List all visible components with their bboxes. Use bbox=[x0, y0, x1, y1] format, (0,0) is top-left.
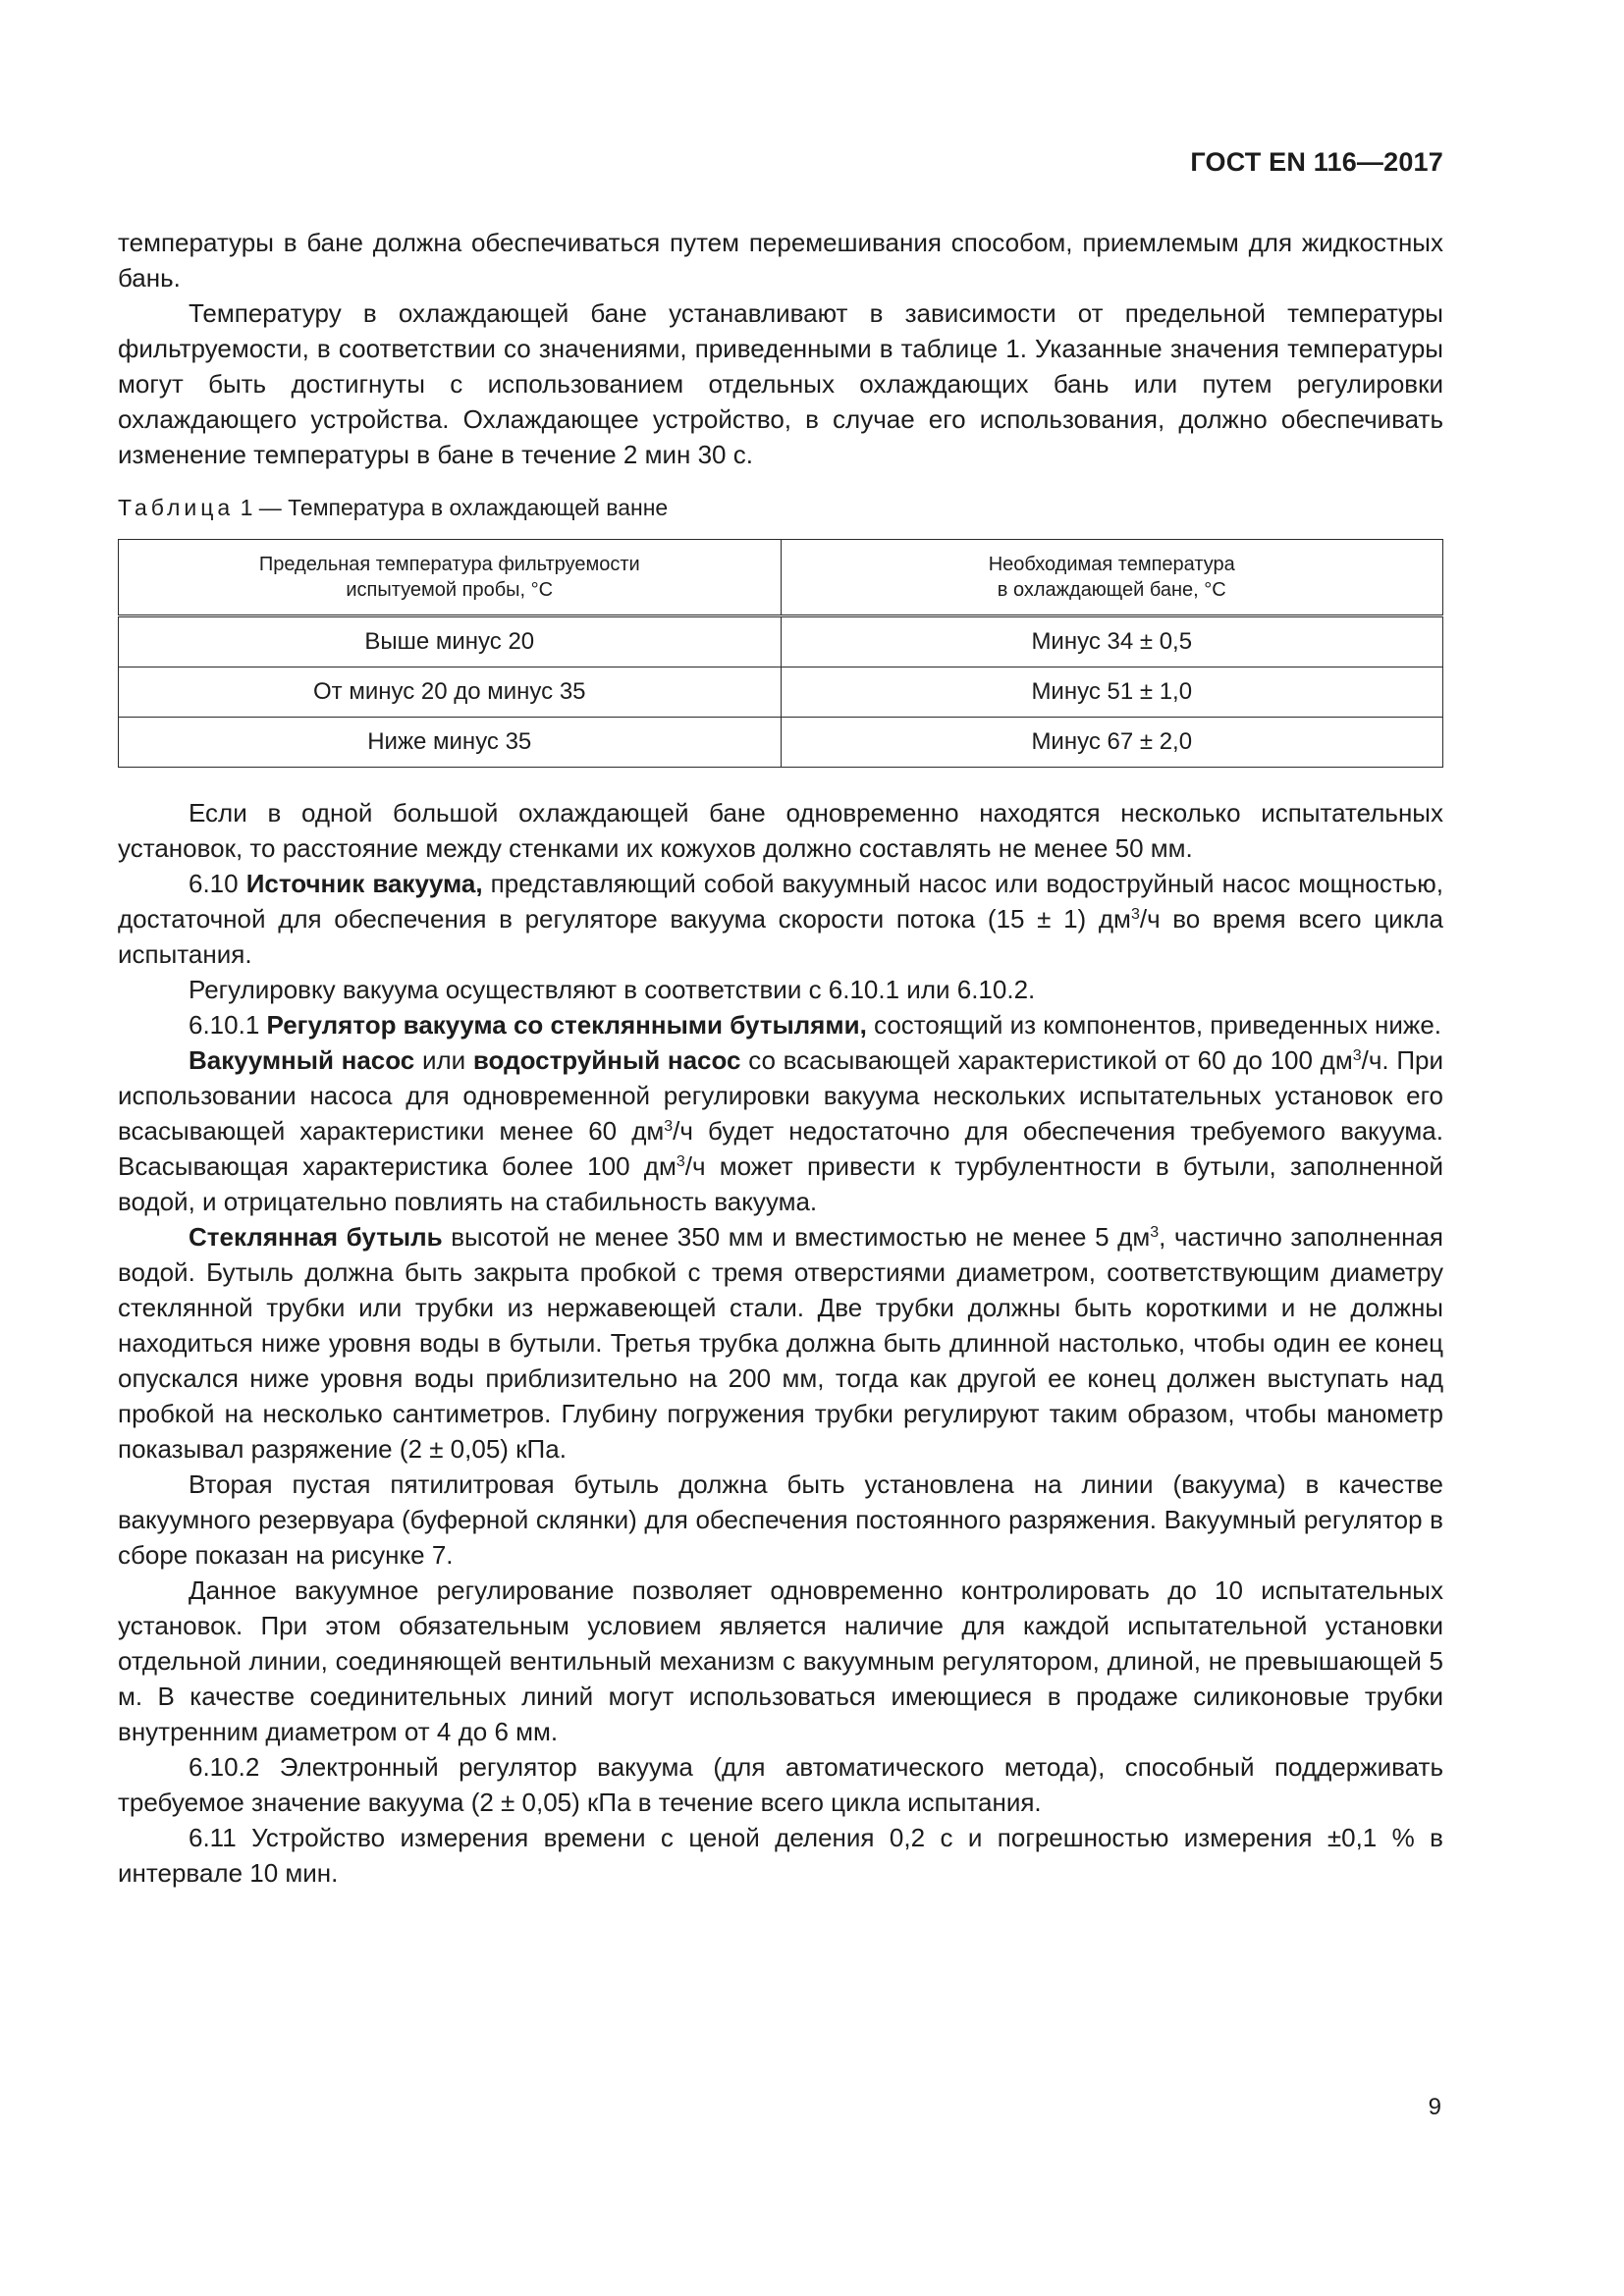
table-caption bbox=[118, 490, 1443, 525]
paragraph-vacuum-control-units: Данное вакуумное регулирование позволяет одновременно контролировать до 10 испытательных установок. При этом обязательным условием является наличие для каждой испытательной установки отдельной линии, соединяющей вентильный механизм с вакуумным регулятором, длиной, не превышающей 5 м. В качестве соединительных линий могут использоваться имеющиеся в продаже силиконовые трубки внутренним диаметром от 4 до 6 мм. bbox=[118, 1575, 1443, 1746]
table-header-bath-temp bbox=[781, 540, 1443, 616]
superscript: 3 bbox=[664, 1118, 674, 1135]
table-cell: Выше минус 20 bbox=[119, 616, 782, 667]
text-run: /ч. При использовании насоса для одновременной регулировки вакуума нескольких испытательных установок его всасывающей характеристики менее 60 дм bbox=[118, 1045, 1443, 1146]
text-run: /ч может привести к турбулентности в бутыли, заполненной водой, и отрицательно повлиять на стабильность вакуума. bbox=[118, 1151, 1443, 1216]
term-vacuum-pump: Вакуумный насос bbox=[189, 1045, 415, 1075]
clause-number: 6.10.1 bbox=[189, 1010, 267, 1040]
paragraph-timing-device: 6.11 Устройство измерения времени с ценой деления 0,2 с и погрешностью измерения ±0,1 % в интервале 10 мин. bbox=[118, 1823, 1443, 1888]
table-row bbox=[119, 616, 1443, 667]
paragraph-electronic-regulator: 6.10.2 Электронный регулятор вакуума (для автоматического метода), способный поддерживать требуемое значение вакуума (2 ± 0,05) кПа в течение всего цикла испытания. bbox=[118, 1752, 1443, 1817]
table-caption-word: Таблица bbox=[118, 495, 235, 520]
paragraph-bath-mixing: температуры в бане должна обеспечиваться путем перемешивания способом, приемлемым для жидкостных бань. bbox=[118, 228, 1443, 293]
table-cell: Минус 51 ± 1,0 bbox=[781, 667, 1443, 718]
page-number: 9 bbox=[1428, 2094, 1441, 2120]
text-run: или bbox=[414, 1045, 473, 1075]
paragraph-vacuum-source bbox=[118, 866, 1443, 972]
text-run: высотой не менее 350 мм и вместимостью не менее 5 дм bbox=[442, 1222, 1151, 1252]
table-cell: Ниже минус 35 bbox=[119, 718, 782, 768]
table-header-row bbox=[119, 540, 1443, 616]
text-run: представляющий собой вакуумный насос или водоструйный насос мощностью, достаточной для обеспечения в регуляторе вакуума скорости потока (15 ± 1) дм bbox=[118, 869, 1444, 934]
paragraph-glass-bottle bbox=[118, 1219, 1443, 1467]
cooling-bath-temperature-table bbox=[118, 539, 1443, 768]
header-line: испытуемой пробы, °С bbox=[346, 579, 554, 601]
term-glass-bottle: Стеклянная бутыль bbox=[189, 1222, 443, 1252]
paragraph-vacuum-pump bbox=[118, 1042, 1443, 1219]
table-row bbox=[119, 718, 1443, 768]
header-line: в охлаждающей бане, °С bbox=[997, 579, 1226, 601]
text-run: со всасывающей характеристикой от 60 до 100 дм bbox=[740, 1045, 1353, 1075]
table-caption-title: 1 — Температура в охлаждающей ванне bbox=[234, 495, 669, 520]
paragraph-bath-temperature: Температуру в охлаждающей бане устанавливают в зависимости от предельной температуры фильтруемости, в соответствии со значениями, приведенными в таблице 1. Указанные значения температуры могут быть достигнуты с использованием отдельных охлаждающих бань или путем регулировки охлаждающего устройства. Охлаждающее устройство, в случае его использования, должно обеспечивать изменение температуры в бане в течение 2 мин 30 с. bbox=[118, 298, 1443, 469]
superscript: 3 bbox=[1130, 906, 1140, 923]
term-vacuum-regulator: Регулятор вакуума со стеклянными бутылями, bbox=[266, 1010, 867, 1040]
table-header-filterability-temp bbox=[119, 540, 782, 616]
document-code-header: ГОСТ EN 116—2017 bbox=[1190, 147, 1443, 177]
header-line: Предельная температура фильтруемости bbox=[258, 554, 640, 575]
table-cell: Минус 34 ± 0,5 bbox=[781, 616, 1443, 667]
term-vacuum-source: Источник вакуума, bbox=[245, 869, 483, 898]
table-cell: От минус 20 до минус 35 bbox=[119, 667, 782, 718]
paragraph-second-bottle: Вторая пустая пятилитровая бутыль должна быть установлена на линии (вакуума) в качестве вакуумного резервуара (буферной склянки) для обеспечения постоянного разряжения. Вакуумный регулятор в сборе показан на рисунке 7. bbox=[118, 1469, 1443, 1570]
text-run: состоящий из компонентов, приведенных ниже. bbox=[866, 1010, 1441, 1040]
term-water-jet-pump: водоструйный насос bbox=[472, 1045, 741, 1075]
text-run: /ч будет недостаточно для обеспечения требуемого вакуума. Всасывающая характеристика более 100 дм bbox=[118, 1116, 1443, 1181]
text-run: , частично заполненная водой. Бутыль должна быть закрыта пробкой с тремя отверстиями диаметром, соответствующим диаметру стеклянной трубки или трубки из нержавеющей стали. Две трубки должны быть короткими и не должны находиться ниже уровня воды в бутыли. Третья трубка должна быть длинной настолько, чтобы один ее конец опускался ниже уровня воды приблизительно на 200 мм, тогда как другой ее конец должен выступать над пробкой на несколько сантиметров. Глубину погружения трубки регулируют таким образом, чтобы манометр показывал разряжение (2 ± 0,05) кПа. bbox=[118, 1222, 1443, 1464]
table-cell: Минус 67 ± 2,0 bbox=[781, 718, 1443, 768]
superscript: 3 bbox=[1150, 1224, 1160, 1241]
paragraph-multiple-units: Если в одной большой охлаждающей бане одновременно находятся несколько испытательных установок, то расстояние между стенками их кожухов должно составлять не менее 50 мм. bbox=[118, 798, 1443, 863]
clause-number: 6.10 bbox=[189, 869, 246, 898]
paragraph-vacuum-regulator-bottles bbox=[118, 1007, 1443, 1042]
paragraph-vacuum-regulation: Регулировку вакуума осуществляют в соответствии с 6.10.1 или 6.10.2. bbox=[189, 975, 1036, 1004]
table-row bbox=[119, 667, 1443, 718]
superscript: 3 bbox=[676, 1153, 685, 1170]
header-line: Необходимая температура bbox=[988, 554, 1235, 575]
superscript: 3 bbox=[1352, 1047, 1362, 1064]
text-run: /ч во время всего цикла испытания. bbox=[118, 904, 1443, 969]
document-body bbox=[118, 225, 1443, 1891]
